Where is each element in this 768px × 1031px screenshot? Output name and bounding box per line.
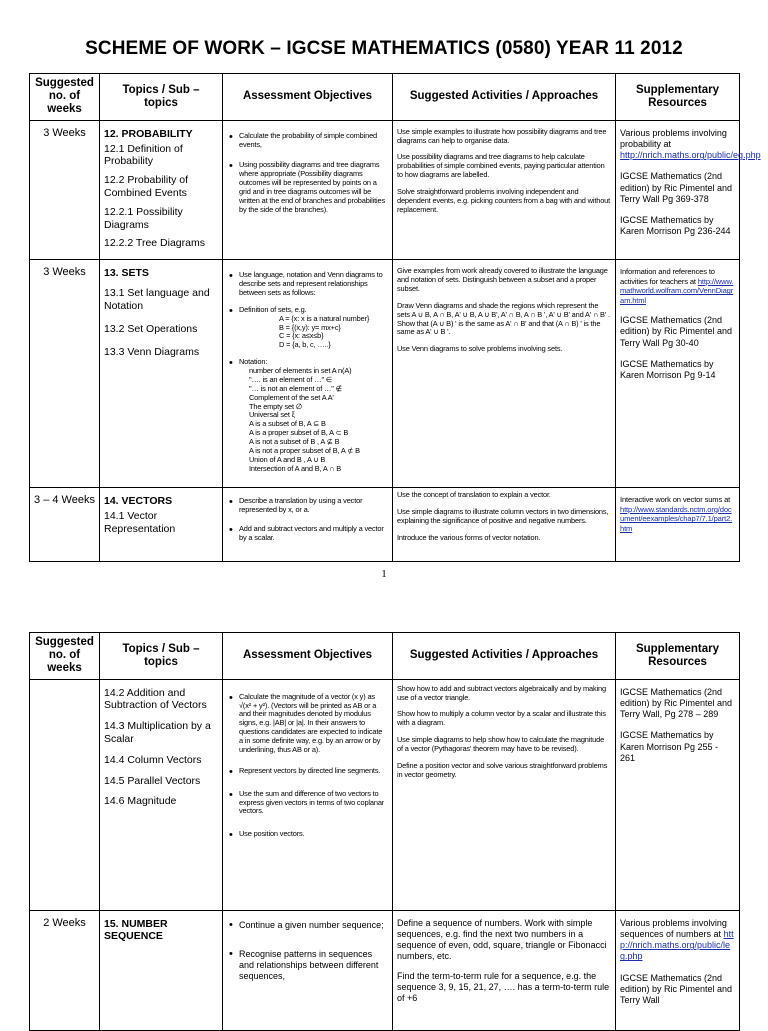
subtopic: 14.2 Addition and Subtraction of Vectors	[104, 686, 207, 712]
notation-item: A is a proper subset of B, A ⊂ B	[249, 428, 349, 438]
activity-text: Use the concept of translation to explain a vector.	[397, 490, 551, 500]
activities-cell	[393, 120, 616, 260]
resource-item	[620, 267, 735, 305]
notation-item: A is not a proper subset of B, A ⊄ B	[249, 445, 360, 455]
activities-cell	[393, 679, 616, 910]
resource-text: Interactive work on vector sums at	[620, 495, 731, 505]
activity-text: Use possibility diagrams and tree diagrams to help calculate probabilities of simple combined events, paying particular attention to how diagrams are labelled.	[397, 152, 605, 180]
header-weeks: Suggested no. of weeks	[30, 633, 100, 680]
set-definition: A = {x: x is a natural number}	[279, 313, 370, 323]
resource-text: Various problems involving probability at	[620, 127, 727, 149]
notation-item: "…. is an element of …" ∈	[249, 374, 333, 384]
topics-cell	[100, 260, 223, 488]
header-activities: Suggested Activities / Approaches	[393, 633, 616, 680]
table-row	[30, 679, 740, 910]
subtopic: 14.6 Magnitude	[104, 795, 177, 808]
weeks-cell: 3 – 4 Weeks	[30, 488, 100, 562]
page-number: 1	[381, 568, 387, 580]
activity-text: Define a sequence of numbers. Work with simple sequences, e.g. find the next two numbers in a sequence of even, odd, square, triangle or Fibonacci numbers, etc.	[397, 917, 607, 962]
activity-text: Give examples from work already covered to illustrate the language and notation of sets. Distinguish between a subset and a proper subset.	[397, 266, 608, 293]
objective-item: • Calculate the magnitude of a vector (x y) as √(x² + y²). (Vectors will be printed as AB or a and their magnitudes denoted by modulus signs, e.g. |AB| or |a|. In their answers to questions candidates are expected to indicate a in some definite way, e.g. by an arrow or by underlining, thus AB or a).	[227, 693, 388, 755]
resource-item	[620, 495, 735, 533]
topics-cell	[100, 488, 223, 562]
topics-cell	[100, 910, 223, 1030]
set-definition: B = {(x,y): y= mx+c}	[279, 322, 341, 332]
objectives-cell	[223, 260, 393, 488]
header-resources: Supplementary Resources	[616, 74, 740, 121]
objectives-cell	[223, 679, 393, 910]
subtopic: 14.4 Column Vectors	[104, 753, 202, 766]
header-activities: Suggested Activities / Approaches	[393, 74, 616, 121]
resource-text: Various problems involving sequences of numbers at	[620, 917, 727, 939]
subtopic: 13.3 Venn Diagrams	[104, 345, 200, 358]
objective-item: • Represent vectors by directed line segments.	[227, 767, 388, 776]
resource-item: IGCSE Mathematics by Karen Morrison Pg 255 - 261	[620, 730, 719, 763]
topic-heading: 12. PROBABILITY	[104, 127, 193, 140]
objective-item: • Add and subtract vectors and multiply a vector by a scalar.	[227, 525, 388, 543]
subtopic: 14.3 Multiplication by a Scalar	[104, 720, 211, 746]
header-objectives: Assessment Objectives	[223, 633, 393, 680]
notation-item: The empty set ∅	[249, 401, 303, 411]
objectives-cell	[223, 488, 393, 562]
weeks-cell: 3 Weeks	[30, 120, 100, 260]
activity-text: Solve straightforward problems involving independent and dependent events, e.g. picking counters from a bag with and without replacement.	[397, 187, 611, 214]
activity-text: Find the term-to-term rule for a sequence, e.g. the sequence 3, 9, 15, 21, 27, …. has a term-to-term rule of +6	[397, 970, 610, 1004]
topics-cell	[100, 120, 223, 260]
subtopic: 14.1 Vector Representation	[104, 510, 176, 536]
subtopic: 12.2.2 Tree Diagrams	[104, 237, 205, 250]
topic-heading: 14. VECTORS	[104, 495, 173, 508]
resource-link[interactable]: http://www.standards.nctm.org/document/eexamples/chap7/7.1/part2.htm	[620, 504, 733, 533]
subtopic: 13.1 Set language and Notation	[104, 287, 210, 313]
table-row	[30, 260, 740, 488]
objectives-cell	[223, 120, 393, 260]
resource-link[interactable]: http://nrich.maths.org/public/leg.php	[620, 928, 734, 962]
activity-text: Show how to add and subtract vectors algebraically and by making use of a vector triangle.	[397, 683, 606, 702]
objective-item: • Calculate the probability of simple combined events,	[227, 132, 388, 150]
set-definition: C = {x: a≤x≤b}	[279, 331, 324, 341]
notation-item: number of elements in set A n(A)	[249, 366, 352, 376]
objective-item: • Use the sum and difference of two vectors to express given vectors in terms of two coplanar vectors.	[227, 790, 388, 817]
activities-cell	[393, 488, 616, 562]
activity-text: Use simple diagrams to help show how to calculate the magnitude of a vector (Pythagoras' theorem may have to be revised).	[397, 735, 605, 754]
notation-item: "… is not an element of …" ∉	[249, 383, 342, 393]
activity-text: Use simple examples to illustrate how possibility diagrams and tree diagrams can help to organise data.	[397, 126, 607, 145]
resource-item: IGCSE Mathematics (2nd edition) by Ric Pimentel and Terry Wall, Pg 278 – 289	[620, 686, 733, 720]
subtopic: 14.5 Parallel Vectors	[104, 774, 201, 787]
notation-item: A is a subset of B, A ⊆ B	[249, 419, 326, 429]
resource-item: IGCSE Mathematics (2nd edition) by Ric Pimentel and Terry Wall Pg 369-378	[620, 171, 733, 204]
resource-item: IGCSE Mathematics by Karen Morrison Pg 236-244	[620, 215, 731, 237]
resources-cell	[616, 120, 761, 260]
resource-item: IGCSE Mathematics by Karen Morrison Pg 9-14	[620, 358, 716, 381]
header-topics: Topics / Sub – topics	[100, 74, 223, 121]
resource-item	[620, 127, 761, 162]
objectives-cell	[223, 910, 393, 1030]
weeks-cell: 3 Weeks	[30, 260, 100, 488]
header-weeks: Suggested no. of weeks	[30, 74, 100, 121]
scheme-table-page-1	[29, 73, 761, 562]
table-row	[30, 488, 740, 562]
notation-item: A is not a subset of B , A ⊈ B	[249, 437, 340, 447]
activity-text: Define a position vector and solve various straightforward problems in vector geometry.	[397, 760, 608, 779]
subtopic: 12.1 Definition of Probability	[104, 142, 183, 168]
set-definition: D = {a, b, c, …..}	[279, 340, 331, 350]
resource-link[interactable]: http://nrich.maths.org/public/eg.php	[620, 150, 761, 161]
header-objectives: Assessment Objectives	[223, 74, 393, 121]
header-topics: Topics / Sub – topics	[100, 633, 223, 680]
notation-item: Universal set ξ	[249, 410, 295, 420]
topic-heading: 13. SETS	[104, 267, 149, 280]
resources-cell	[616, 260, 740, 488]
objective-item: • Definition of sets, e.g.	[227, 306, 388, 315]
activity-text: Use simple diagrams to illustrate column vectors in two dimensions, explaining the significance of positive and negative numbers.	[397, 507, 609, 525]
objective-item: • Describe a translation by using a vector represented by x, or a.	[227, 497, 388, 515]
activities-cell	[393, 910, 616, 1030]
activity-text: Show how to multiply a column vector by a scalar and illustrate this with a diagram.	[397, 709, 606, 728]
notation-item: Intersection of A and B, A ∩ B	[249, 463, 342, 473]
resources-cell	[616, 679, 740, 910]
activities-cell	[393, 260, 616, 488]
notation-item: Complement of the set A A'	[249, 392, 334, 402]
subtopic: 13.2 Set Operations	[104, 322, 198, 335]
notation-item: Union of A and B , A ∪ B	[249, 454, 326, 464]
subtopic: 12.2 Probability of Combined Events	[104, 174, 189, 200]
activity-text: Introduce the various forms of vector notation.	[397, 532, 541, 542]
table-row	[30, 120, 740, 260]
objective-item: • Recognise patterns in sequences and relationships between different sequences,	[227, 949, 388, 983]
header-resources: Supplementary Resources	[616, 633, 740, 680]
objective-item: • Continue a given number sequence;	[227, 920, 388, 931]
activity-text: Draw Venn diagrams and shade the regions which represent the sets A ∪ B, A ∩ B, A' ∪ B, A ∪ B', A' ∩ B, A ∩ B ', A' ∪ B' and A' ∩ B' . Show that (A ∪ B) ' is the same as A' ∩ B' and that (A ∩ B) ' is the same as A' ∪ B '.	[397, 300, 610, 337]
resource-text: Information and references to activities for teachers at	[620, 267, 715, 286]
weeks-cell	[30, 679, 100, 910]
subtopic: 12.2.1 Possibility Diagrams	[104, 205, 183, 231]
objective-item: • Use position vectors.	[227, 830, 388, 839]
table-row	[30, 910, 740, 1030]
document-title: SCHEME OF WORK – IGCSE MATHEMATICS (0580) YEAR 11 2012	[85, 38, 683, 59]
topic-heading: 15. NUMBER SEQUENCE	[104, 917, 168, 942]
header-row	[30, 74, 740, 121]
resource-link[interactable]: http://www.mathworld.wolfram.com/VennDiagram.html	[620, 276, 734, 305]
resource-item: IGCSE Mathematics (2nd edition) by Ric Pimentel and Terry Wall	[620, 972, 733, 1006]
resources-cell	[616, 488, 740, 562]
activity-text: Use Venn diagrams to solve problems involving sets.	[397, 344, 563, 354]
resource-item	[620, 918, 735, 963]
scheme-table-page-2	[29, 632, 740, 1031]
resource-item: IGCSE Mathematics (2nd edition) by Ric Pimentel and Terry Wall Pg 30-40	[620, 315, 733, 348]
weeks-cell: 2 Weeks	[30, 910, 100, 1030]
resources-cell	[616, 910, 740, 1030]
objective-item: • Notation:	[227, 358, 388, 367]
objective-item: • Using possibility diagrams and tree diagrams where appropriate (Possibility diagrams outcomes will be represented by points on a grid and in tree diagrams outcomes will be written at the end of branches and probabilities by the side of the branches).	[227, 161, 388, 214]
topics-cell	[100, 679, 223, 910]
objective-item: • Use language, notation and Venn diagrams to describe sets and represent relationships between sets as follows:	[227, 271, 388, 298]
header-row	[30, 633, 740, 680]
